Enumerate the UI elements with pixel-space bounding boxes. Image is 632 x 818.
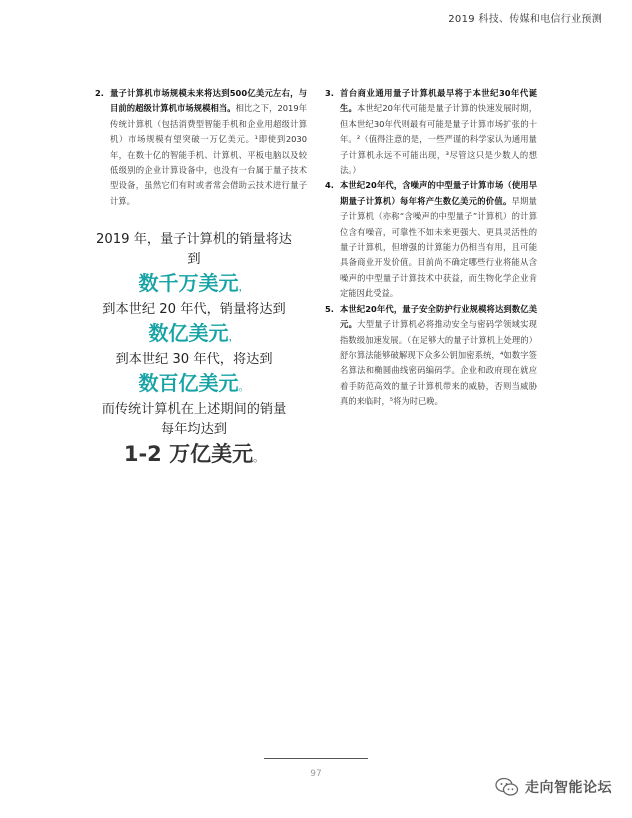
- right-column: [325, 86, 537, 410]
- quote-punct: 。: [253, 451, 265, 464]
- item-lead: 本世纪20年代，含噪声的中型量子计算市场（使用早期量子计算机）每年将产生数亿美元的价值。: [340, 180, 537, 206]
- page-header-title: 2019 科技、传媒和电信行业预测: [448, 14, 602, 25]
- item-lead: 本世纪20年代，量子安全防护行业规模将达到数亿美元。: [340, 303, 537, 330]
- prediction-item-4: [325, 178, 537, 301]
- quote-highlight: [95, 320, 293, 350]
- quote-line: 到本世纪 30 年代，将达到: [115, 352, 273, 367]
- item-lead: 首台商业通用量子计算机最早将于本世纪30年代诞生。: [340, 88, 537, 114]
- quote-line: 而传统计算机在上述期间的销量: [101, 402, 287, 417]
- item-number: 5.: [325, 303, 334, 314]
- quote-line: 到本世纪 20 年代，销量将达到: [102, 302, 286, 317]
- quote-highlight: [95, 370, 293, 400]
- prediction-item-2: [95, 86, 307, 209]
- quote-highlight-value: 数千万美元: [138, 271, 239, 295]
- quote-line: 2019 年，量子计算机的销量将达到: [95, 232, 292, 267]
- quote-highlight-value: 数百亿美元: [138, 371, 239, 395]
- quote-highlight-value: 1-2 万亿美元: [123, 442, 254, 466]
- item-lead: 量子计算机市场规模未来将达到500亿美元左右，与目前的超级计算机市场规模相当。: [110, 88, 307, 114]
- item-number: 4.: [325, 180, 334, 191]
- item-body: 相比之下，2019年传统计算机（包括消费型智能手机和企业用超级计算机）市场规模有望突破一万亿美元。¹即使到2030年，在数十亿的智能手机、计算机、平板电脑以及较低级别的企业计算设备中，也没有一台属于量子技术型设备，虽然它们有时或者常会借助云技术进行量子计算。: [110, 103, 307, 206]
- quote-line: 每年均达到: [161, 422, 227, 437]
- item-number: 3.: [325, 88, 334, 98]
- watermark-text: 走向智能论坛: [525, 780, 612, 796]
- quote-highlight: [95, 270, 293, 300]
- quote-punct: ，: [238, 280, 250, 293]
- item-body: 早期量子计算机（亦称“含噪声的中型量子”计算机）的计算位含有噪音，可靠性不如未来更强大、更具灵活性的量子计算机，但增强的计算能力仍相当有用，且可能具备商业开发价值。目前尚不确定哪些行业将能从含噪声的中型量子计算技术中获益，而生物化学企业肯定能因此受益。: [340, 195, 537, 299]
- footer-divider: [264, 758, 368, 759]
- watermark: [495, 777, 612, 797]
- item-body: 大型量子计算机必将推动安全与密码学领域实现指数级加速发展。（在足够大的量子计算机上处理的）舒尔算法能够破解现下众多公钥加密系统，⁴如数字签名算法和椭圆曲线密码编码学。企业和政府现在就应着手防范高效的量子计算机带来的威胁，否则当威胁真的来临时，⁵将为时已晚。: [340, 319, 537, 407]
- quote-highlight-dark: [95, 440, 293, 472]
- quote-punct: 。: [238, 380, 250, 393]
- pull-quote: [95, 230, 293, 472]
- quote-punct: ，: [228, 330, 240, 343]
- prediction-item-3: [325, 86, 537, 178]
- wechat-icon: [495, 777, 519, 797]
- item-body: 本世纪20年代可能是量子计算的快速发展时期，但本世纪30年代则最有可能是量子计算市场扩张的十年。²（值得注意的是，一些严谨的科学家认为通用量子计算机永远不可能出现，³尽管这只是少数人的想法。）: [340, 103, 537, 176]
- quote-highlight-value: 数亿美元: [148, 321, 229, 345]
- left-column: [95, 86, 307, 209]
- page-number: 97: [310, 769, 322, 779]
- prediction-item-5: [325, 302, 537, 410]
- item-number: 2.: [95, 88, 104, 98]
